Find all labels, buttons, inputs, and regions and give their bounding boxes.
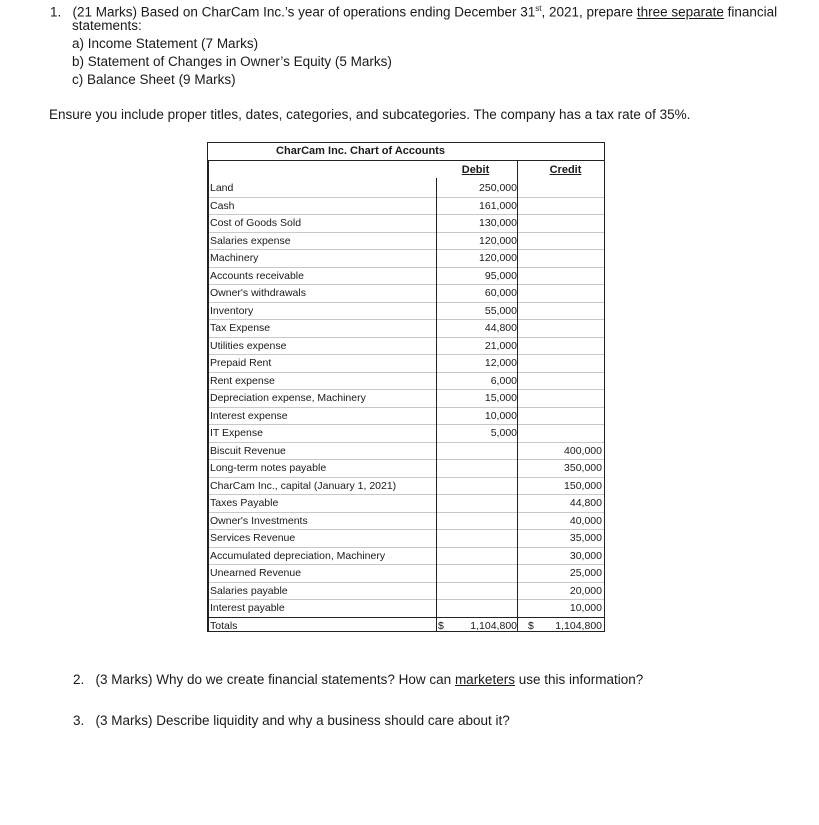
credit-header: Credit <box>549 164 582 176</box>
credit-value: 44,800 <box>569 497 602 509</box>
q2 <box>73 671 643 689</box>
table-row <box>208 267 604 285</box>
left-border <box>208 160 209 631</box>
account-name: Interest expense <box>210 409 288 422</box>
totals-label: Totals <box>210 619 238 632</box>
table-row <box>208 372 604 390</box>
chart-of-accounts-table <box>207 142 605 632</box>
table-row <box>208 564 604 582</box>
table-row <box>208 179 604 197</box>
account-name: Rent expense <box>210 374 275 387</box>
debit-value: 12,000 <box>484 357 517 369</box>
debit-currency: $ <box>438 619 444 632</box>
debit-value: 250,000 <box>479 182 517 194</box>
debit-value: 44,800 <box>484 322 517 334</box>
credit-currency: $ <box>528 619 534 632</box>
table-title: CharCam Inc. Chart of Accounts <box>276 145 445 157</box>
table-row <box>208 547 604 565</box>
debit-header: Debit <box>461 164 490 176</box>
credit-divider <box>517 178 518 631</box>
q1-note: Ensure you include proper titles, dates, categories, and subcategories. The company has a tax rate of 35%. <box>49 107 691 122</box>
debit-value: 15,000 <box>484 392 517 404</box>
account-name: Owner's Investments <box>210 514 308 527</box>
credit-value: 400,000 <box>564 444 602 457</box>
table-row <box>208 424 604 442</box>
debit-divider <box>436 178 437 631</box>
account-name: Salaries expense <box>210 234 291 247</box>
debit-value: 161,000 <box>479 199 517 212</box>
table-row <box>208 599 604 617</box>
credit-value: 30,000 <box>569 549 602 562</box>
table-row <box>208 494 604 512</box>
debit-value: 55,000 <box>484 304 517 317</box>
credit-value: 35,000 <box>569 532 602 544</box>
account-name: IT Expense <box>210 427 263 439</box>
table-row <box>208 197 604 215</box>
credit-value: 25,000 <box>569 567 602 579</box>
account-name: Taxes Payable <box>210 497 279 509</box>
table-row <box>208 319 604 337</box>
debit-value: 60,000 <box>484 287 517 299</box>
q1-line1 <box>50 0 777 22</box>
account-name: Long-term notes payable <box>210 462 327 474</box>
table-row <box>208 582 604 600</box>
q1-part-a: a) Income Statement (7 Marks) <box>72 36 259 51</box>
q2-marketers: marketers <box>454 672 515 687</box>
credit-value: 10,000 <box>569 602 602 614</box>
q1-intro-mid: , 2021, prepare <box>541 4 637 20</box>
title-divider <box>208 160 604 161</box>
debit-value: 5,000 <box>490 427 517 439</box>
account-name: Land <box>210 182 234 194</box>
q3-number: 3. <box>73 713 85 728</box>
debit-value: 95,000 <box>484 269 517 282</box>
table-row <box>208 512 604 530</box>
table-row <box>208 389 604 407</box>
q1-part-c: c) Balance Sheet (9 Marks) <box>72 72 236 87</box>
account-name: Owner's withdrawals <box>210 287 306 299</box>
account-name: Tax Expense <box>210 322 271 334</box>
credit-value: 20,000 <box>569 584 602 597</box>
account-name: Services Revenue <box>210 532 296 544</box>
account-name: Unearned Revenue <box>210 567 302 579</box>
debit-value: 6,000 <box>490 374 517 387</box>
account-name: Machinery <box>210 252 259 264</box>
debit-value: 130,000 <box>479 217 517 229</box>
debit-value: 120,000 <box>479 252 517 264</box>
q1-part-b: b) Statement of Changes in Owner’s Equity (5 Marks) <box>72 54 392 69</box>
table-row <box>208 459 604 477</box>
account-name: CharCam Inc., capital (January 1, 2021) <box>210 479 397 492</box>
table-row <box>208 302 604 320</box>
table-row <box>208 337 604 355</box>
q3 <box>73 712 510 730</box>
account-name: Accounts receivable <box>210 269 304 282</box>
table-row <box>208 529 604 547</box>
table-row <box>208 477 604 495</box>
q1-intro-post: financial <box>723 4 778 20</box>
account-name: Salaries payable <box>210 584 288 597</box>
q2-text-end: use this information? <box>514 672 644 687</box>
account-name: Cost of Goods Sold <box>210 217 302 229</box>
account-name: Depreciation expense, Machinery <box>210 392 366 404</box>
q1-line2: statements: <box>72 18 142 33</box>
totals-row <box>208 617 604 635</box>
debit-value: 120,000 <box>479 234 517 247</box>
account-name: Interest payable <box>210 602 285 614</box>
account-name: Prepaid Rent <box>210 357 272 369</box>
q2-number: 2. <box>73 672 85 687</box>
q1-three-separate: three separate <box>636 4 724 20</box>
q1-intro: (21 Marks) Based on CharCam Inc.’s year of operations ending December 31 <box>72 4 536 20</box>
debit-value: 10,000 <box>484 409 517 422</box>
credit-total: 1,104,800 <box>555 619 602 632</box>
account-name: Cash <box>210 199 235 212</box>
debit-total: 1,104,800 <box>470 619 517 632</box>
table-row <box>208 232 604 250</box>
account-name: Utilities expense <box>210 339 287 352</box>
credit-value: 40,000 <box>569 514 602 527</box>
credit-value: 350,000 <box>564 462 602 474</box>
table-row <box>208 442 604 460</box>
q3-text: (3 Marks) Describe liquidity and why a business should care about it? <box>95 713 510 728</box>
table-row <box>208 354 604 372</box>
table-row <box>208 407 604 425</box>
q1-number: 1. <box>50 4 62 20</box>
table-row <box>208 214 604 232</box>
table-row <box>208 284 604 302</box>
q2-text: (3 Marks) Why do we create financial statements? How can <box>95 672 455 687</box>
account-name: Accumulated depreciation, Machinery <box>210 549 386 562</box>
account-name: Inventory <box>210 304 254 317</box>
account-name: Biscuit Revenue <box>210 444 286 457</box>
credit-value: 150,000 <box>564 479 602 492</box>
table-row <box>208 249 604 267</box>
q1-ordinal-sup: st <box>535 4 542 13</box>
debit-value: 21,000 <box>484 339 517 352</box>
